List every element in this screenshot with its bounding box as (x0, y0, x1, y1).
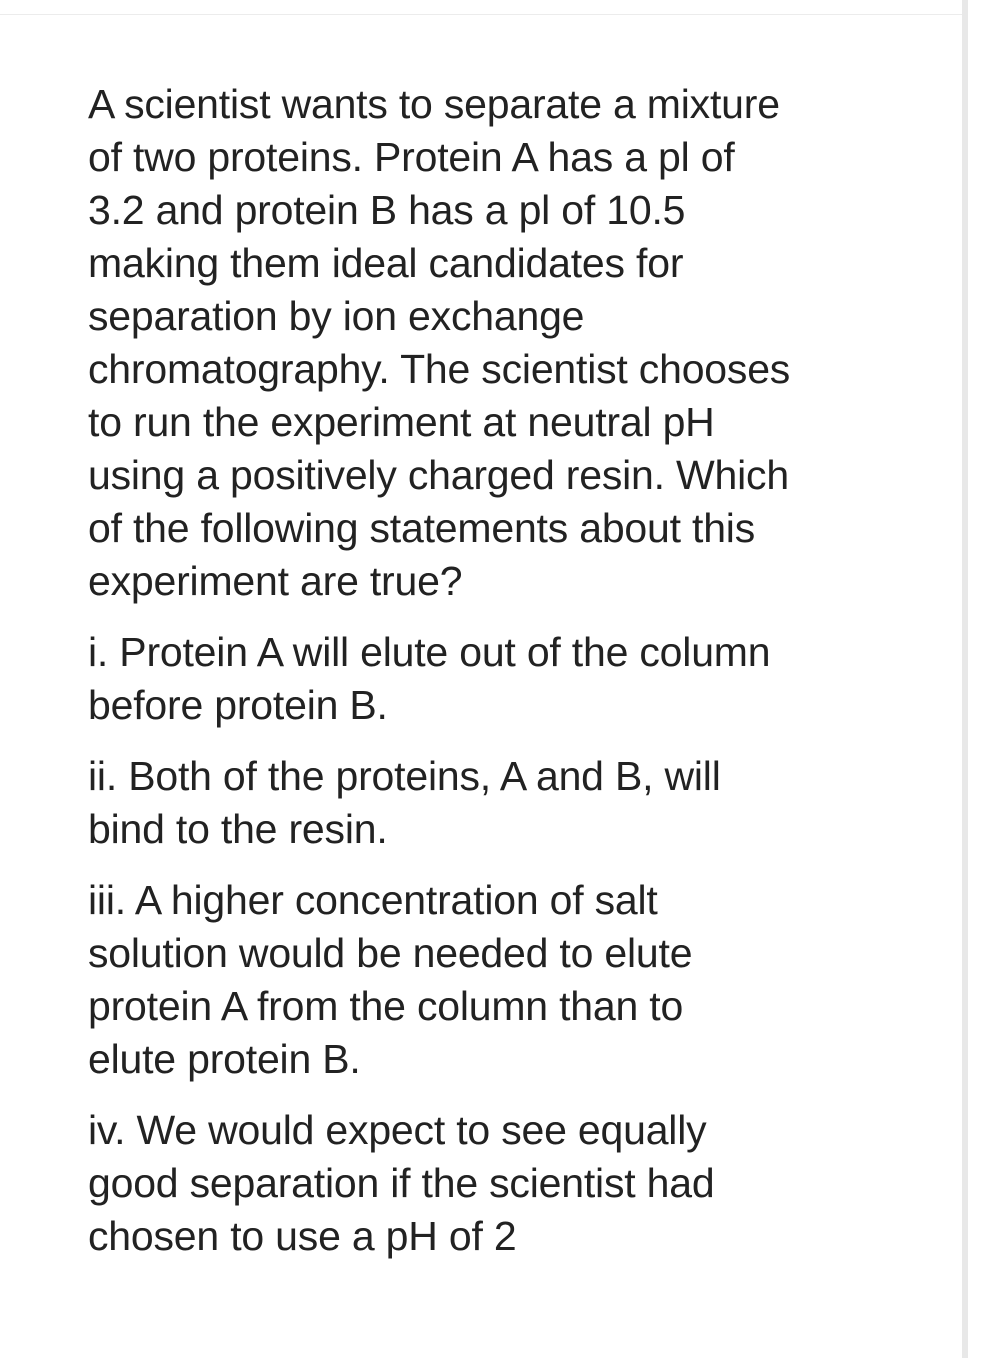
top-divider (0, 14, 962, 15)
statement-i (88, 626, 898, 732)
stem-line: making them ideal candidates for (88, 240, 684, 286)
stem-line: separation by ion exchange (88, 293, 585, 339)
statement-line: elute protein B. (88, 1036, 361, 1082)
question-content (88, 78, 898, 1263)
statement-line: chosen to use a pH of 2 (88, 1213, 517, 1259)
question-stem (88, 78, 898, 608)
stem-line: using a positively charged resin. Which (88, 452, 789, 498)
stem-line: A scientist wants to separate a mixture (88, 81, 780, 127)
statement-line: solution would be needed to elute (88, 930, 693, 976)
stem-line: experiment are true? (88, 558, 463, 604)
stem-line: of two proteins. Protein A has a pl of (88, 134, 735, 180)
statement-line: before protein B. (88, 682, 388, 728)
stem-line: of the following statements about this (88, 505, 756, 551)
scrollbar-track[interactable] (962, 0, 968, 1358)
statement-line: iv. We would expect to see equally (88, 1107, 707, 1153)
stem-line: chromatography. The scientist chooses (88, 346, 791, 392)
statement-line: protein A from the column than to (88, 983, 684, 1029)
statement-line: bind to the resin. (88, 806, 388, 852)
statement-line: good separation if the scientist had (88, 1160, 715, 1206)
statement-line: iii. A higher concentration of salt (88, 877, 658, 923)
statement-ii (88, 750, 898, 856)
statement-iii (88, 874, 898, 1086)
statement-line: ii. Both of the proteins, A and B, will (88, 753, 721, 799)
statement-iv (88, 1104, 898, 1263)
stem-line: to run the experiment at neutral pH (88, 399, 715, 445)
stem-line: 3.2 and protein B has a pl of 10.5 (88, 187, 686, 233)
statement-line: i. Protein A will elute out of the column (88, 629, 771, 675)
